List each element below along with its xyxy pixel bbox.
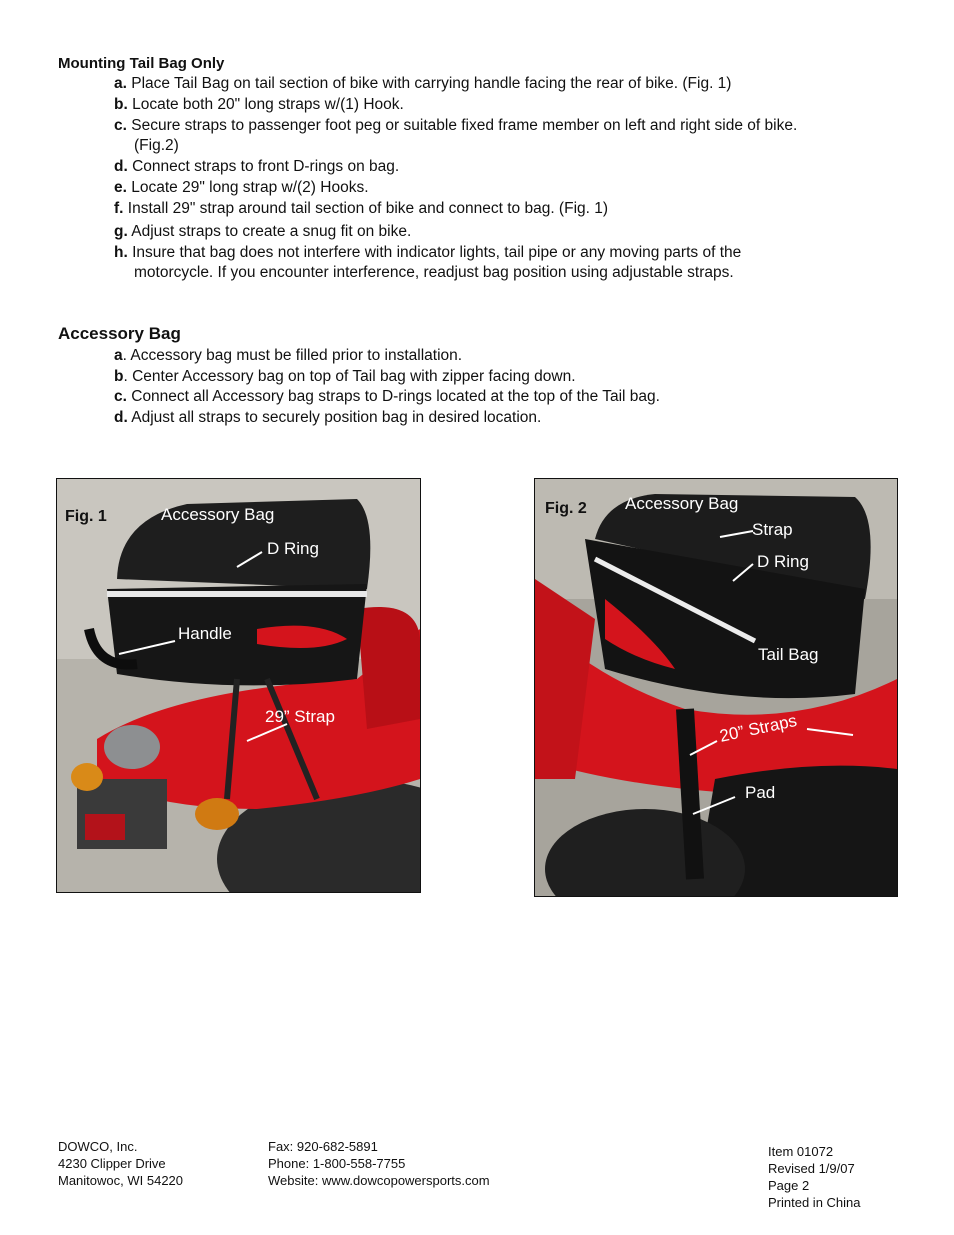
footer-item-info: Item 01072 Revised 1/9/07 Page 2 Printed in China (768, 1144, 861, 1210)
list-item: b. Locate both 20" long straps w/(1) Hook. (114, 96, 404, 113)
fig2-callout-pad: Pad (745, 783, 776, 802)
section-title-accessory: Accessory Bag (58, 324, 181, 343)
list-item: d. Adjust all straps to securely position bag in desired location. (114, 409, 542, 426)
list-item: a. Accessory bag must be filled prior to installation. (114, 347, 463, 364)
list-item: h. Insure that bag does not interfere with indicator lights, tail pipe or any moving parts of the motorcycle. If you encounter interference, readjust bag position using adjustable straps. (114, 244, 742, 281)
list-item: a. Place Tail Bag on tail section of bike with carrying handle facing the rear of bike. (Fig. 1) (114, 75, 732, 92)
fig1-callout-accessory-bag: Accessory Bag (161, 505, 275, 524)
fig2-callout-20-straps: 20” Straps (717, 710, 799, 746)
figure-1 (56, 478, 421, 893)
fig1-callout-d-ring: D Ring (267, 539, 319, 558)
list-item: g. Adjust straps to create a snug fit on bike. (114, 223, 412, 240)
fig1-photo (57, 479, 420, 892)
fig2-label: Fig. 2 (545, 500, 587, 517)
list-item: e. Locate 29" long strap w/(2) Hooks. (114, 179, 369, 196)
list-item: f. Install 29" strap around tail section of bike and connect to bag. (Fig. 1) (114, 200, 609, 217)
footer-company: DOWCO, Inc. 4230 Clipper Drive Manitowoc, WI 54220 (58, 1139, 184, 1188)
fig2-callout-tail-bag: Tail Bag (758, 645, 819, 664)
list-item: b. Center Accessory bag on top of Tail bag with zipper facing down. (114, 368, 576, 385)
figure-2 (534, 478, 898, 897)
list-item: d. Connect straps to front D-rings on bag. (114, 158, 400, 175)
fig1-callout-29-strap: 29” Strap (265, 707, 335, 726)
footer-contact: Fax: 920-682-5891 Phone: 1-800-558-7755 Website: www.dowcopowersports.com (268, 1139, 490, 1188)
fig2-callout-d-ring: D Ring (757, 552, 809, 571)
list-item: c. Secure straps to passenger foot peg or suitable fixed frame member on left and right side of bike. (Fig.2) (114, 117, 798, 154)
section-title-mounting: Mounting Tail Bag Only (58, 55, 225, 72)
fig2-callout-strap: Strap (752, 520, 793, 539)
fig2-photo (535, 479, 897, 896)
fig1-label: Fig. 1 (65, 508, 107, 525)
list-item: c. Connect all Accessory bag straps to D-rings located at the top of the Tail bag. (114, 388, 660, 405)
fig1-callout-handle: Handle (178, 624, 232, 643)
fig2-callout-accessory-bag: Accessory Bag (625, 494, 739, 513)
